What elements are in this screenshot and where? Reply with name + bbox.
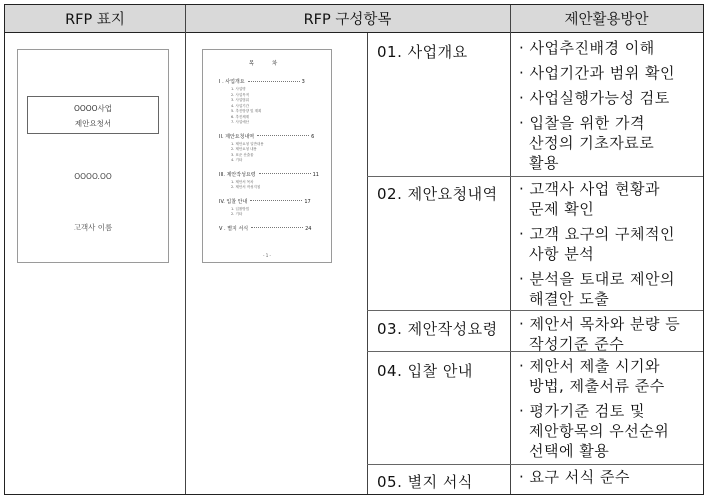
toc-subitem: 2. 사업목적	[231, 92, 249, 97]
toc-section-page: 17	[304, 198, 311, 205]
toc-subitem: 1. 사업명	[231, 87, 246, 91]
toc-subitem: 2. 제안서 작성지침	[231, 185, 261, 189]
toc-leader-dots	[259, 173, 311, 174]
usage-bullet-line: · 사업기간과 범위 확인	[519, 64, 675, 82]
usage-bullet	[519, 269, 675, 309]
toc-subitem: 2. 기타	[231, 212, 243, 216]
toc-section-page: 24	[305, 225, 312, 232]
divider	[367, 33, 368, 494]
usage-list	[519, 38, 675, 173]
usage-bullet-line: 해결안 도출	[529, 290, 610, 308]
header-cover	[5, 5, 185, 33]
toc-leader-dots	[251, 227, 303, 228]
usage-bullet	[519, 314, 680, 354]
toc-subitem: 4. 기타	[231, 158, 243, 162]
toc-leader-dots	[248, 81, 300, 82]
cover-doc-title: 제안요청서	[74, 119, 112, 128]
toc-section-label: V . 별지 서식	[219, 225, 249, 232]
toc-section-page: 6	[311, 133, 315, 140]
usage-bullet	[519, 88, 675, 108]
toc-subitem: 5. 추진방향 및 계획	[231, 109, 262, 113]
usage-bullet-line: 선택에 활용	[529, 442, 610, 460]
cover-project: OOOO사업	[73, 104, 113, 113]
row-title: 04. 입찰 안내	[377, 362, 473, 380]
usage-bullet	[519, 179, 675, 219]
usage-bullet	[519, 467, 630, 487]
toc-section	[219, 171, 319, 178]
usage-bullet	[519, 224, 675, 264]
usage-bullet-line: 산정의 기초자료로	[529, 134, 655, 152]
usage-bullet	[519, 356, 669, 396]
row-title: 02. 제안요청내역	[377, 185, 498, 203]
toc-subitem: 3. 사업범위	[231, 98, 249, 102]
cover-date: OOOO.OO	[74, 172, 112, 181]
row-title: 05. 별지 서식	[377, 473, 473, 491]
toc-subitem: 3. 표준 산출물	[231, 152, 254, 157]
row-title: 01. 사업개요	[377, 43, 468, 61]
row-divider	[367, 464, 703, 465]
usage-bullet-line: 제안항목의 우선순위	[529, 422, 670, 440]
toc-section-label: III. 제안작성요령	[219, 171, 256, 178]
usage-bullet	[519, 113, 675, 173]
usage-bullet-line: 문제 확인	[529, 200, 595, 218]
toc-section	[219, 225, 319, 232]
header-components-label: RFP 구성항목	[303, 12, 392, 28]
usage-bullet-line: · 요구 서식 준수	[519, 468, 631, 486]
cover-client: 고객사 이름	[73, 223, 113, 232]
rfp-table	[4, 4, 704, 495]
toc-page-number: - 1 -	[263, 253, 271, 258]
divider	[185, 5, 186, 494]
usage-bullet-line: · 고객 요구의 구체적인	[519, 225, 675, 243]
usage-bullet-line: · 사업실행가능성 검토	[519, 89, 670, 107]
toc-leader-dots	[257, 135, 309, 136]
usage-bullet-line: 방법, 제출서류 준수	[529, 377, 665, 395]
toc-subitem: 7. 사업예산	[231, 120, 249, 124]
header-components	[185, 5, 510, 33]
header-usage	[510, 5, 703, 33]
usage-bullet	[519, 63, 675, 83]
toc-leader-dots	[250, 200, 302, 201]
toc-heading: 목 차	[248, 61, 286, 67]
row-divider	[367, 176, 703, 177]
toc-subitem: 1. 제안요청 일반내용	[231, 141, 264, 146]
toc-section-label: I . 사업개요	[219, 79, 245, 85]
toc-section-label: II. 제안요청내역	[219, 133, 255, 140]
toc-subitem: 2. 제안요청 내용	[231, 147, 257, 151]
usage-list	[519, 467, 630, 487]
usage-bullet-line: · 제안서 제출 시기와	[519, 357, 660, 375]
usage-bullet-line: · 분석을 토대로 제안의	[519, 270, 675, 288]
usage-bullet-line: 작성기준 준수	[529, 335, 625, 353]
usage-bullet-line: 사항 분석	[529, 245, 595, 263]
toc-section-page: 3	[301, 79, 305, 85]
usage-bullet	[519, 401, 669, 461]
usage-list	[519, 314, 680, 354]
toc-section-page: 11	[312, 171, 319, 178]
rfp-cover-thumbnail	[17, 49, 169, 263]
usage-bullet-line: 활용	[529, 154, 559, 172]
usage-list	[519, 356, 669, 461]
row-divider	[367, 310, 703, 311]
usage-bullet-line: · 사업추진배경 이해	[519, 39, 655, 57]
toc-subitem: 1. 입찰방법	[231, 206, 249, 211]
toc-section	[219, 78, 319, 85]
header-cover-label: RFP 표지	[65, 12, 125, 28]
toc-subitem: 1. 제안서 목차	[231, 179, 254, 184]
row-title: 03. 제안작성요령	[377, 320, 498, 338]
usage-bullet-line: · 평가기준 검토 및	[519, 402, 646, 420]
toc-section-label: IV. 입찰 안내	[219, 198, 248, 205]
header-usage-label: 제안활용방안	[564, 12, 649, 28]
rfp-toc-thumbnail	[202, 49, 332, 263]
usage-list	[519, 179, 675, 309]
divider	[510, 5, 511, 494]
toc-subitem: 4. 사업기간	[231, 103, 249, 108]
cover-title-box	[27, 96, 159, 134]
usage-bullet	[519, 38, 675, 58]
toc-section	[219, 133, 319, 140]
toc-subitem: 6. 추진체계	[231, 114, 249, 119]
usage-bullet-line: · 입찰을 위한 가격	[519, 114, 646, 132]
usage-bullet-line: · 제안서 목차와 분량 등	[519, 315, 681, 333]
toc-section	[219, 198, 319, 205]
usage-bullet-line: · 고객사 사업 현황과	[519, 180, 660, 198]
